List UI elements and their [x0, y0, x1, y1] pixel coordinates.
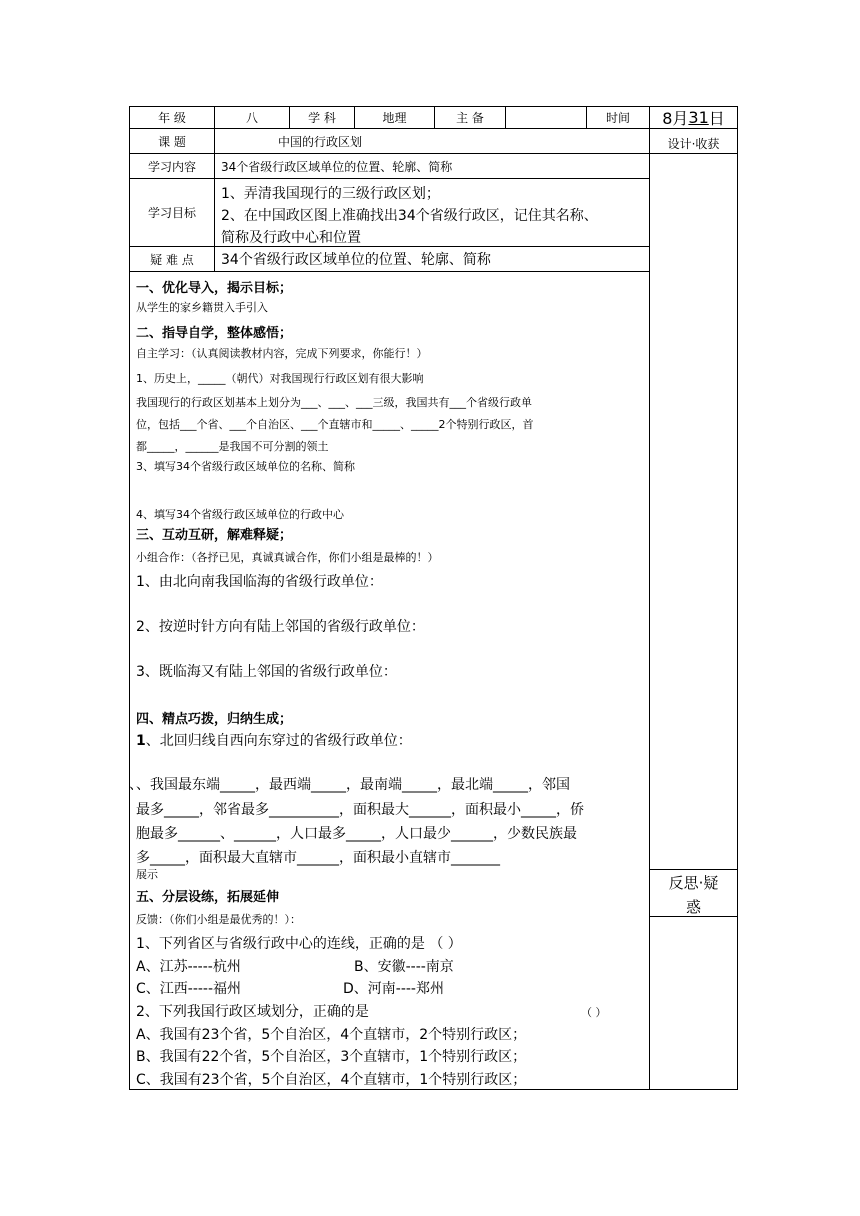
- section-3-intro: 小组合作：（各抒已见，真诚真诚合作，你们小组是最棒的！）: [136, 551, 439, 564]
- design-label: 设计·收获: [667, 136, 720, 151]
- difficulty-label: 疑 难 点: [150, 252, 194, 267]
- content-value: 34个省级行政区域单位的位置、轮廓、简称: [221, 159, 453, 174]
- exercise-1-a: A、江苏-----杭州: [136, 959, 241, 975]
- section-2-q1: 1、历史上，_____（朝代）对我国现行行政区划有很大影响: [136, 372, 424, 385]
- column-line: [649, 106, 650, 1090]
- exercise-2-b: B、我国有22个省，5个自治区，3个直辖市，1个特别行政区；: [136, 1049, 527, 1065]
- lesson-plan-table: [129, 106, 738, 1090]
- border-bottom: [129, 1089, 738, 1090]
- section-2-q2b: 位，包括___个省、___个自治区、___个直辖市和_____、_____2个特别行政区，首: [136, 418, 534, 431]
- time-label: 时间: [605, 111, 630, 125]
- section-3-q2: 2、按逆时针方向有陆上邻国的省级行政单位：: [136, 619, 425, 635]
- section-4-title: 四、精点巧拨，归纳生成；: [136, 712, 293, 727]
- exercise-1-b: B、安徽----南京: [354, 959, 454, 975]
- section-3-q3: 3、既临海又有陆上邻国的省级行政单位：: [136, 664, 397, 680]
- date-day: 31: [688, 108, 709, 127]
- lead-label: 主 备: [456, 111, 484, 125]
- reflect-line-2: 惑: [685, 898, 701, 916]
- goal-line-2: 2、在中国政区图上准确找出34个省级行政区，记住其名称、: [221, 208, 598, 224]
- section-2-q3: 3、填写34个省级行政区域单位的名称、简称: [136, 460, 355, 473]
- exercise-2: 2、下列我国行政区域划分，正确的是: [136, 1004, 369, 1020]
- section-3-q1: 1、由北向南我国临海的省级行政单位：: [136, 574, 383, 590]
- subject-value: 地理: [382, 111, 407, 125]
- topic-value: 中国的行政区划: [277, 134, 362, 149]
- reflect-line-1: 反思·疑: [668, 874, 719, 892]
- exercise-1: 1、下列省区与省级行政中心的连线，正确的是 （ ）: [136, 936, 462, 952]
- content-label: 学习内容: [147, 159, 196, 174]
- date-prefix: 8月: [662, 109, 689, 128]
- exercise-2-paren: （ ）: [581, 1006, 607, 1019]
- difficulty-value: 34个省级行政区域单位的位置、轮廓、简称: [221, 252, 491, 268]
- section-4-q1: [136, 730, 412, 750]
- date-suffix: 日: [708, 109, 725, 128]
- section-2-q2a: 我国现行的行政区划基本上划分为___、___、___三级，我国共有___个省级行政单: [136, 396, 532, 409]
- section-2-q4: 4、填写34个省级行政区域单位的行政中心: [136, 508, 344, 521]
- section-4-p1: 、、我国最东端_____，最西端_____，最南端_____，最北端_____，邻国: [129, 777, 570, 793]
- exercise-2-a: A、我国有23个省，5个自治区，4个直辖市，2个特别行政区；: [136, 1027, 527, 1043]
- section-2-intro: 自主学习：（认真阅读教材内容，完成下列要求，你能行！）: [136, 347, 428, 360]
- topic-label: 课 题: [158, 134, 186, 149]
- reflect-label: [650, 871, 737, 919]
- goal-label: 学习目标: [147, 206, 196, 220]
- exercise-1-d: D、河南----郑州: [343, 981, 444, 997]
- section-1-title: 一、优化导入，揭示目标；: [136, 281, 293, 296]
- row-line: [129, 271, 649, 272]
- section-5-title: 五、分层设练，拓展延伸: [136, 890, 280, 905]
- row-line: [649, 869, 738, 870]
- section-4-show: 展示: [136, 868, 158, 881]
- section-1-text: 从学生的家乡籍贯入手引入: [136, 301, 268, 314]
- date-value: [650, 107, 737, 128]
- grade-label: 年 级: [158, 111, 186, 125]
- section-4-q1-num: 1: [136, 733, 146, 749]
- section-5-intro: 反馈：（你们小组是最优秀的！）：: [136, 913, 301, 926]
- border-right: [737, 106, 738, 1090]
- exercise-1-c: C、江西-----福州: [136, 981, 242, 997]
- section-2-title: 二、指导自学，整体感悟；: [136, 326, 293, 341]
- exercise-2-c: C、我国有23个省，5个自治区，4个直辖市，1个特别行政区；: [136, 1072, 527, 1088]
- grade-value: 八: [245, 111, 258, 125]
- goal-line-3: 简称及行政中心和位置: [221, 230, 361, 246]
- section-4-p3: 胞最多______、______，人口最多_____，人口最少______，少数民族最: [136, 826, 577, 842]
- section-4-p4: 多_____，面积最大直辖市______，面积最小直辖市_______: [136, 850, 500, 866]
- section-4-p2: 最多_____，邻省最多__________，面积最大______，面积最小_____，侨: [136, 802, 584, 818]
- subject-label: 学 科: [308, 111, 336, 125]
- lead-value: [506, 107, 586, 128]
- section-2-q2c: 都_____，______是我国不可分割的领土: [136, 440, 329, 453]
- section-4-q1-text: 、北回归线自西向东穿过的省级行政单位：: [145, 733, 412, 749]
- section-3-title: 三、互动互研，解难释疑；: [136, 528, 293, 543]
- goal-line-1: 1、弄清我国现行的三级行政区划；: [221, 186, 440, 202]
